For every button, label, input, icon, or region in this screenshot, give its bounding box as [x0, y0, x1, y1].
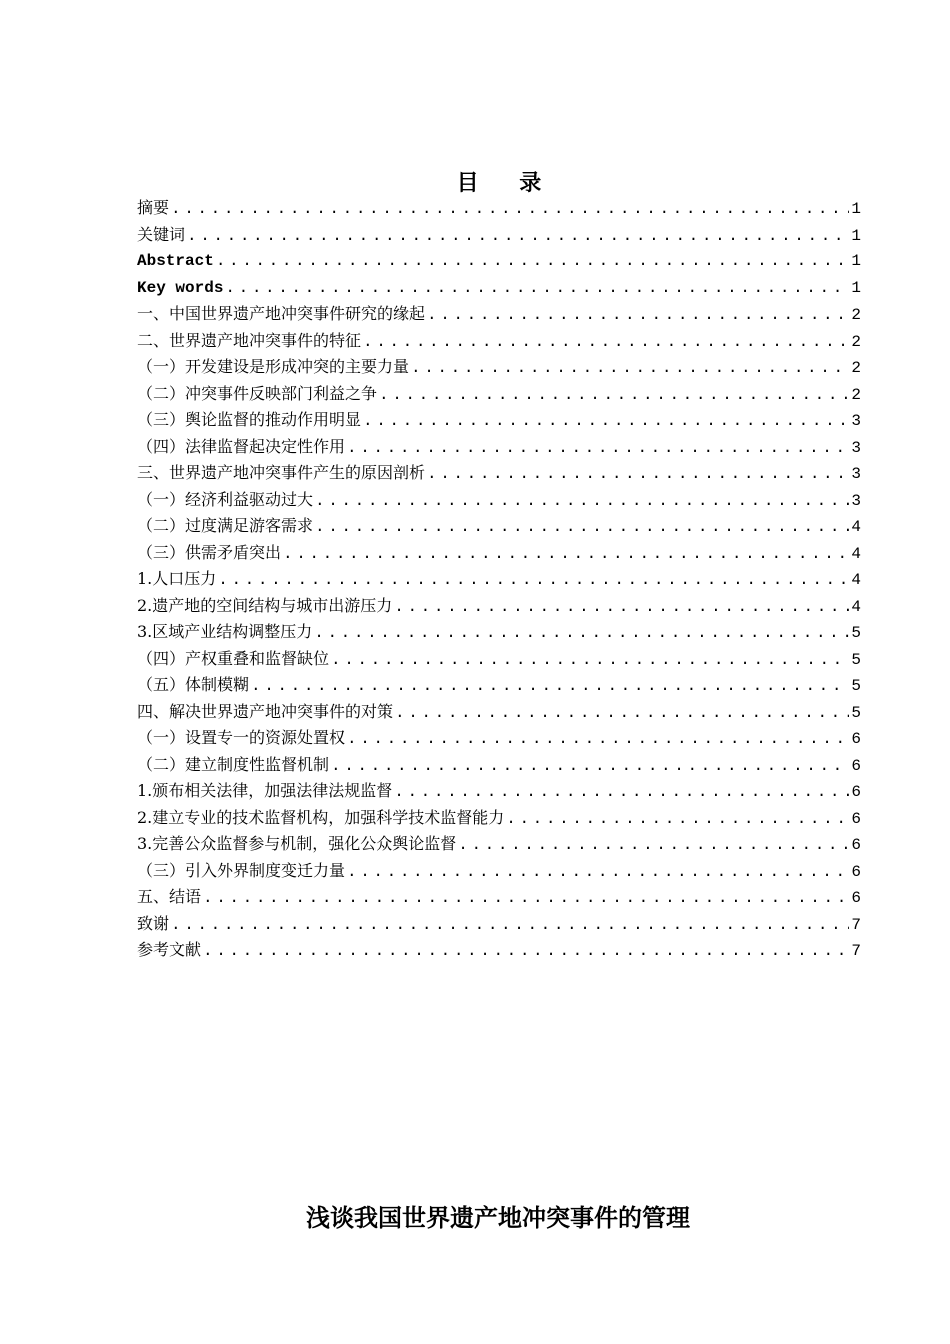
toc-leader-dots [506, 806, 849, 833]
toc-leader-dots [394, 779, 849, 806]
toc-entry-page-number: 6 [851, 889, 861, 907]
toc-entry-label: 二、世界遗产地冲突事件的特征 [137, 330, 362, 350]
toc-entry-page-number: 4 [851, 571, 861, 589]
toc-entry-label: （三）舆论监督的推动作用明显 [137, 410, 362, 429]
toc-entry-label: 四、解决世界遗产地冲突事件的对策 [137, 701, 394, 721]
toc-entry-label: （三）供需矛盾突出 [137, 542, 282, 562]
toc-entry-label: （二）冲突事件反映部门利益之争 [137, 383, 378, 403]
toc-leader-dots [203, 885, 849, 912]
toc-entry-page-number: 4 [851, 518, 861, 536]
toc-entry-page-number: 3 [851, 438, 861, 457]
toc-entry-page-number: 1 [851, 200, 861, 218]
toc-entry-label: 3.区域产业结构调整压力 [137, 622, 313, 641]
toc-entry [137, 460, 861, 487]
toc-leader-dots [315, 514, 849, 541]
toc-entry-page-number: 2 [851, 332, 861, 351]
toc-entry-page-number: 6 [851, 730, 861, 748]
toc-entry-label: （四）产权重叠和监督缺位 [137, 648, 330, 668]
toc-entry [137, 275, 861, 302]
toc-leader-dots [379, 382, 849, 409]
toc-entry [137, 195, 861, 222]
toc-entry [137, 805, 861, 832]
toc-entry-page-number: 3 [851, 465, 861, 483]
toc-leader-dots [225, 275, 849, 302]
toc-entry [137, 328, 861, 355]
toc-leader-dots [218, 567, 849, 594]
toc-entry [137, 407, 861, 434]
toc-entry [137, 566, 861, 593]
toc-leader-dots [394, 594, 849, 621]
toc-entry-page-number: 1 [851, 226, 861, 245]
toc-entry-label: Abstract [137, 252, 214, 270]
toc-leader-dots [187, 223, 849, 250]
toc-entry [137, 354, 861, 381]
toc-entry-page-number: 5 [851, 624, 861, 642]
toc-entry-page-number: 6 [851, 809, 861, 828]
toc-entry-label: （二）过度满足游客需求 [137, 516, 314, 535]
paper-title: 浅谈我国世界遗产地冲突事件的管理 [306, 1204, 690, 1232]
toc-entry-label: （一）设置专一的资源处置权 [137, 728, 346, 747]
toc-leader-dots [203, 938, 849, 965]
toc-entry [137, 487, 861, 514]
toc-entry-page-number: 7 [851, 942, 861, 960]
toc-entry [137, 778, 861, 805]
toc-entry [137, 937, 861, 964]
toc-entry-label: 参考文献 [137, 940, 202, 959]
toc-entry-page-number: 1 [851, 278, 861, 297]
toc-leader-dots [427, 302, 849, 329]
table-of-contents [137, 195, 861, 964]
toc-entry-page-number: 1 [851, 252, 861, 270]
toc-entry-label: 五、结语 [137, 887, 202, 906]
toc-leader-dots [315, 488, 849, 515]
toc-entry-label: （一）开发建设是形成冲突的主要力量 [137, 357, 410, 376]
toc-entry-label: Key words [137, 278, 224, 297]
toc-entry-label: 3.完善公众监督参与机制，强化公众舆论监督 [137, 834, 457, 853]
toc-leader-dots [458, 832, 849, 859]
toc-entry [137, 646, 861, 673]
toc-entry [137, 831, 861, 858]
toc-entry [137, 725, 861, 752]
toc-entry-page-number: 6 [851, 783, 861, 801]
toc-leader-dots [347, 726, 849, 753]
toc-entry [137, 752, 861, 779]
toc-entry-page-number: 7 [851, 915, 861, 934]
toc-entry-label: （四）法律监督起决定性作用 [137, 436, 346, 456]
toc-entry [137, 248, 861, 275]
toc-entry-label: （五）体制模糊 [137, 675, 250, 694]
toc-leader-dots [363, 329, 849, 356]
toc-entry-label: 关键词 [137, 224, 186, 244]
toc-entry [137, 540, 861, 567]
toc-leader-dots [283, 541, 849, 568]
toc-entry-page-number: 4 [851, 597, 861, 616]
toc-entry-page-number: 3 [851, 491, 861, 510]
toc-leader-dots [347, 435, 849, 462]
toc-entry-label: 2.建立专业的技术监督机构，加强科学技术监督能力 [137, 807, 505, 827]
toc-entry-page-number: 2 [851, 359, 861, 377]
toc-entry-label: 三、世界遗产地冲突事件产生的原因剖析 [137, 463, 426, 482]
toc-entry [137, 222, 861, 249]
toc-entry-label: 2.遗产地的空间结构与城市出游压力 [137, 595, 393, 615]
toc-leader-dots [216, 248, 849, 275]
toc-leader-dots [331, 753, 849, 780]
toc-leader-dots [411, 355, 849, 382]
toc-leader-dots [314, 620, 849, 647]
toc-entry [137, 301, 861, 328]
toc-entry-page-number: 3 [851, 412, 861, 430]
toc-entry [137, 619, 861, 646]
toc-entry [137, 593, 861, 620]
toc-entry-page-number: 6 [851, 836, 861, 854]
toc-leader-dots [427, 461, 849, 488]
toc-entry-page-number: 5 [851, 650, 861, 669]
toc-leader-dots [395, 700, 849, 727]
toc-entry [137, 672, 861, 699]
toc-entry [137, 434, 861, 461]
toc-entry [137, 884, 861, 911]
toc-entry-label: 摘要 [137, 198, 170, 217]
toc-entry-label: 1.人口压力 [137, 569, 217, 588]
toc-entry-page-number: 2 [851, 306, 861, 324]
toc-entry [137, 513, 861, 540]
toc-leader-dots [331, 647, 849, 674]
toc-entry-label: 致谢 [137, 913, 170, 933]
toc-entry-label: 一、中国世界遗产地冲突事件研究的缘起 [137, 304, 426, 323]
toc-leader-dots [363, 408, 849, 435]
toc-leader-dots [251, 673, 849, 700]
toc-entry-page-number: 2 [851, 385, 861, 404]
toc-entry-page-number: 5 [851, 677, 861, 695]
toc-entry-page-number: 5 [851, 703, 861, 722]
toc-entry [137, 381, 861, 408]
toc-entry-label: （一）经济利益驱动过大 [137, 489, 314, 509]
toc-entry-label: （三）引入外界制度变迁力量 [137, 860, 346, 880]
toc-leader-dots [171, 912, 849, 939]
toc-entry-page-number: 4 [851, 544, 861, 563]
toc-entry [137, 699, 861, 726]
toc-entry [137, 911, 861, 938]
toc-entry-label: 1.颁布相关法律，加强法律法规监督 [137, 781, 393, 800]
toc-entry-page-number: 6 [851, 862, 861, 881]
toc-leader-dots [347, 859, 849, 886]
toc-entry-page-number: 6 [851, 756, 861, 775]
toc-leader-dots [171, 196, 849, 223]
toc-entry-label: （二）建立制度性监督机制 [137, 754, 330, 774]
toc-title: 目 录 [456, 170, 544, 196]
toc-entry [137, 858, 861, 885]
